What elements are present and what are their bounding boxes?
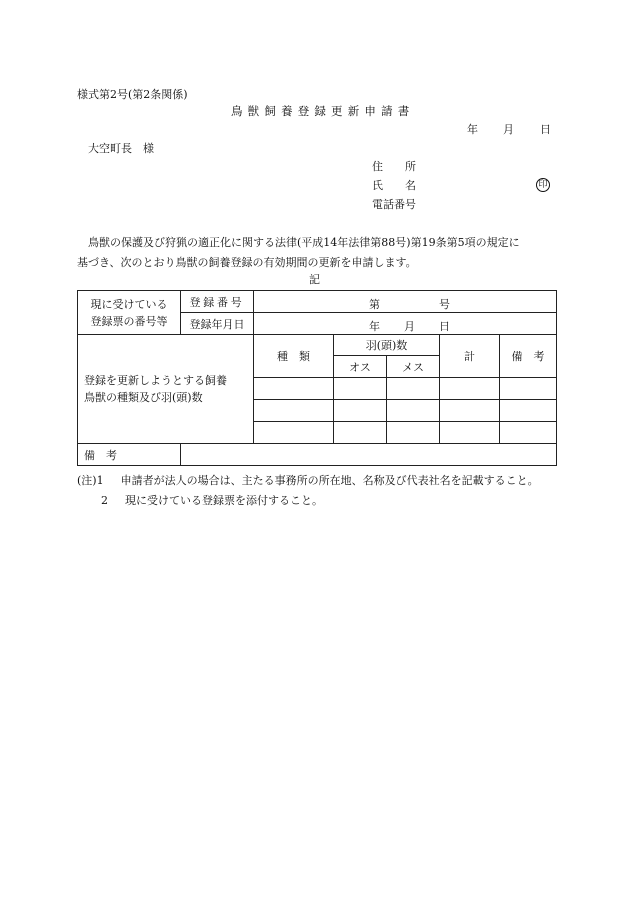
species-total-cell[interactable]	[440, 422, 500, 444]
remarks-label: 備 考	[78, 444, 181, 466]
col-kind-header: 種 類	[254, 335, 334, 378]
reg-date-label: 登録年月日	[181, 313, 254, 335]
name-label: 氏 名	[372, 179, 416, 192]
species-female-cell[interactable]	[387, 400, 440, 422]
note-prefix: (注)1	[77, 474, 104, 487]
species-female-cell[interactable]	[387, 378, 440, 400]
table-row	[78, 444, 557, 466]
table-row	[78, 291, 557, 313]
reg-no-value[interactable]	[254, 291, 557, 313]
body-text-line-1: 鳥獣の保護及び狩猟の適正化に関する法律(平成14年法律第88号)第19条第5項の規定に	[88, 236, 520, 249]
species-male-cell[interactable]	[334, 378, 387, 400]
col-female-header: メス	[387, 356, 440, 378]
species-total-cell[interactable]	[440, 400, 500, 422]
col-remarks-header: 備 考	[500, 335, 557, 378]
species-kind-cell[interactable]	[254, 422, 334, 444]
species-female-cell[interactable]	[387, 422, 440, 444]
reg-date-day: 日	[439, 320, 450, 333]
col-male-header: オス	[334, 356, 387, 378]
address-label: 住 所	[372, 160, 416, 173]
species-kind-cell[interactable]	[254, 400, 334, 422]
table-row	[78, 335, 557, 356]
phone-label: 電話番号	[372, 198, 416, 211]
date-month: 月	[503, 123, 514, 136]
species-male-cell[interactable]	[334, 400, 387, 422]
date-year: 年	[467, 123, 478, 136]
note-2-number: 2	[101, 494, 108, 507]
reg-date-value[interactable]	[254, 313, 557, 335]
col-total-header: 計	[440, 335, 500, 378]
species-remarks-cell[interactable]	[500, 422, 557, 444]
species-remarks-cell[interactable]	[500, 378, 557, 400]
reg-no-go: 号	[439, 298, 450, 311]
ki-label: 記	[309, 273, 320, 286]
seal-icon: 印	[536, 178, 550, 192]
species-male-cell[interactable]	[334, 422, 387, 444]
date-day: 日	[540, 123, 551, 136]
note-2-text: 現に受けている登録票を添付すること。	[125, 494, 323, 507]
reg-date-year: 年	[369, 320, 380, 333]
species-kind-cell[interactable]	[254, 378, 334, 400]
note-1	[77, 475, 539, 486]
note-2	[101, 495, 323, 506]
species-total-cell[interactable]	[440, 378, 500, 400]
form-number: 様式第2号(第2条関係)	[77, 88, 188, 101]
seal-mark	[536, 178, 550, 192]
col-count-header: 羽(頭)数	[334, 335, 440, 356]
remarks-value[interactable]	[181, 444, 557, 466]
document-title: 鳥獣飼養登録更新申請書	[231, 104, 415, 118]
species-label: 登録を更新しようとする飼養 鳥獣の種類及び羽(頭)数	[78, 335, 254, 444]
reg-no-label: 登録番号	[181, 291, 254, 313]
addressee: 大空町長 様	[88, 142, 154, 155]
body-text-line-2: 基づき、次のとおり鳥獣の飼養登録の有効期間の更新を申請します。	[77, 256, 417, 269]
application-table	[77, 290, 557, 466]
reg-no-dai: 第	[369, 298, 380, 311]
species-remarks-cell[interactable]	[500, 400, 557, 422]
note-1-text: 申請者が法人の場合は、主たる事務所の所在地、名称及び代表社名を記載すること。	[120, 474, 539, 487]
current-registration-label: 現に受けている 登録票の番号等	[78, 291, 181, 335]
reg-date-month: 月	[404, 320, 415, 333]
